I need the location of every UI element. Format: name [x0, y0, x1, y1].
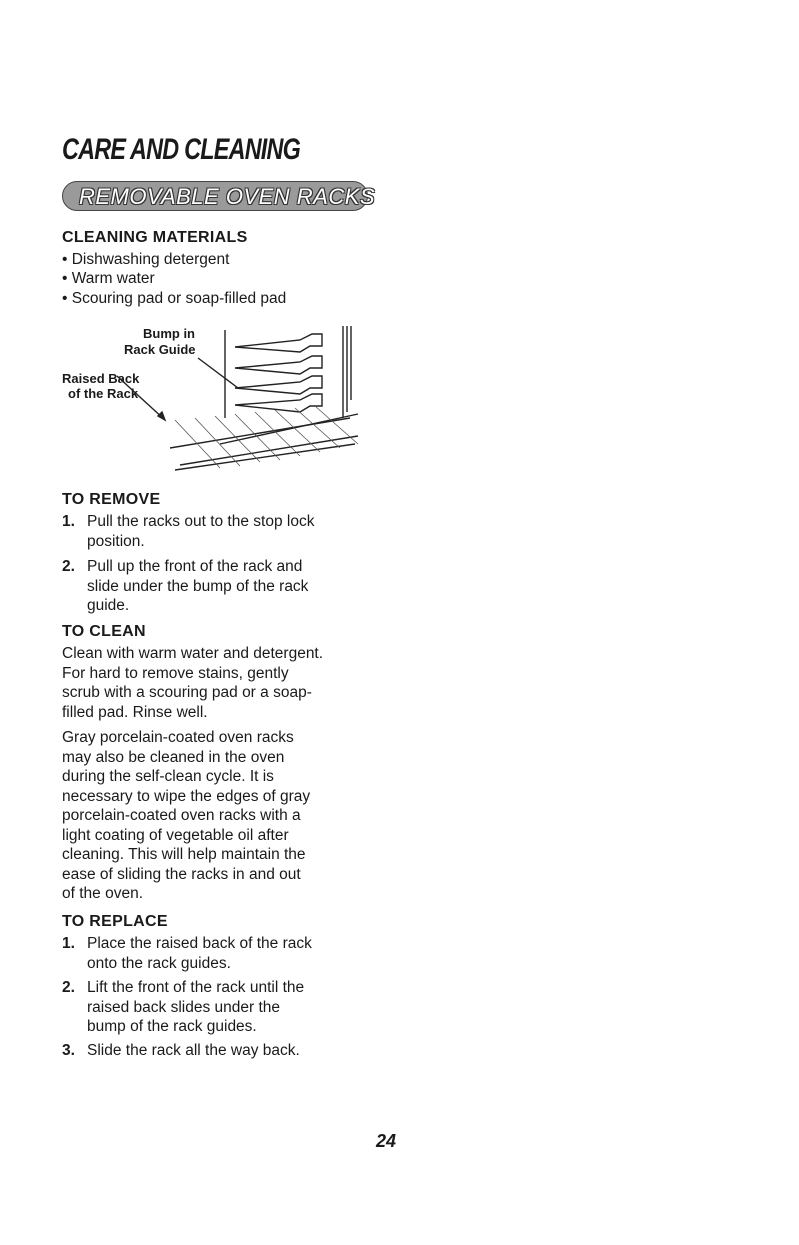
step-number: 2.: [62, 558, 75, 575]
clean-text: of the oven.: [62, 885, 144, 902]
label-raised-back-line2: of the Rack: [68, 386, 139, 401]
banner-label: REMOVABLE OVEN RACKS: [79, 184, 376, 209]
step-text: raised back slides under the: [87, 998, 281, 1016]
section-title: CARE AND CLEANING: [62, 133, 301, 166]
clean-text: Clean with warm water and detergent.: [62, 645, 324, 662]
step-text: Pull the racks out to the stop lock: [87, 513, 315, 530]
step-number: 2.: [62, 979, 75, 996]
clean-text: filled pad. Rinse well.: [62, 703, 208, 721]
clean-text: light coating of vegetable oil after: [62, 826, 289, 844]
step-text: slide under the bump of the rack: [87, 577, 309, 595]
step-text: Lift the front of the rack until the: [87, 979, 305, 996]
step-text: onto the rack guides.: [87, 954, 231, 972]
clean-text: during the self-clean cycle. It is: [62, 768, 274, 785]
step-text: Slide the rack all the way back.: [87, 1042, 300, 1059]
page-number: 24: [376, 1131, 397, 1151]
clean-text: may also be cleaned in the oven: [62, 748, 285, 766]
clean-text: necessary to wipe the edges of gray: [62, 787, 311, 805]
replace-step-2: [62, 978, 392, 1038]
label-raised-back: Raised Back: [62, 371, 140, 386]
clean-text: Gray porcelain-coated oven racks: [62, 729, 294, 746]
step-number: 3.: [62, 1042, 75, 1059]
label-bump-line2: Rack Guide: [124, 342, 196, 357]
clean-text: scrub with a scouring pad or a soap-: [62, 684, 312, 701]
clean-text: ease of sliding the racks in and out: [62, 865, 301, 883]
step-text: position.: [87, 532, 145, 550]
step-number: 1.: [62, 513, 75, 530]
clean-text: porcelain-coated oven racks with a: [62, 807, 301, 824]
step-text: Pull up the front of the rack and: [87, 558, 303, 575]
clean-text: cleaning. This will help maintain the: [62, 846, 306, 863]
clean-text: For hard to remove stains, gently: [62, 664, 289, 682]
remove-step-2: [62, 557, 392, 617]
remove-step-1: [62, 512, 392, 552]
step-text: bump of the rack guides.: [87, 1018, 257, 1035]
label-bump: Bump in: [143, 326, 195, 341]
remove-heading: TO REMOVE: [62, 491, 161, 508]
step-number: 1.: [62, 935, 75, 952]
clean-heading: TO CLEAN: [62, 623, 146, 640]
material-item: • Dishwashing detergent: [62, 251, 230, 268]
replace-step-3: [62, 1041, 392, 1061]
materials-heading: CLEANING MATERIALS: [62, 229, 248, 246]
replace-step-1: [62, 934, 392, 974]
material-item: • Scouring pad or soap-filled pad: [62, 290, 287, 307]
step-text: Place the raised back of the rack: [87, 935, 312, 952]
replace-heading: TO REPLACE: [62, 913, 168, 930]
step-text: guide.: [87, 597, 130, 614]
material-item: • Warm water: [62, 270, 155, 287]
